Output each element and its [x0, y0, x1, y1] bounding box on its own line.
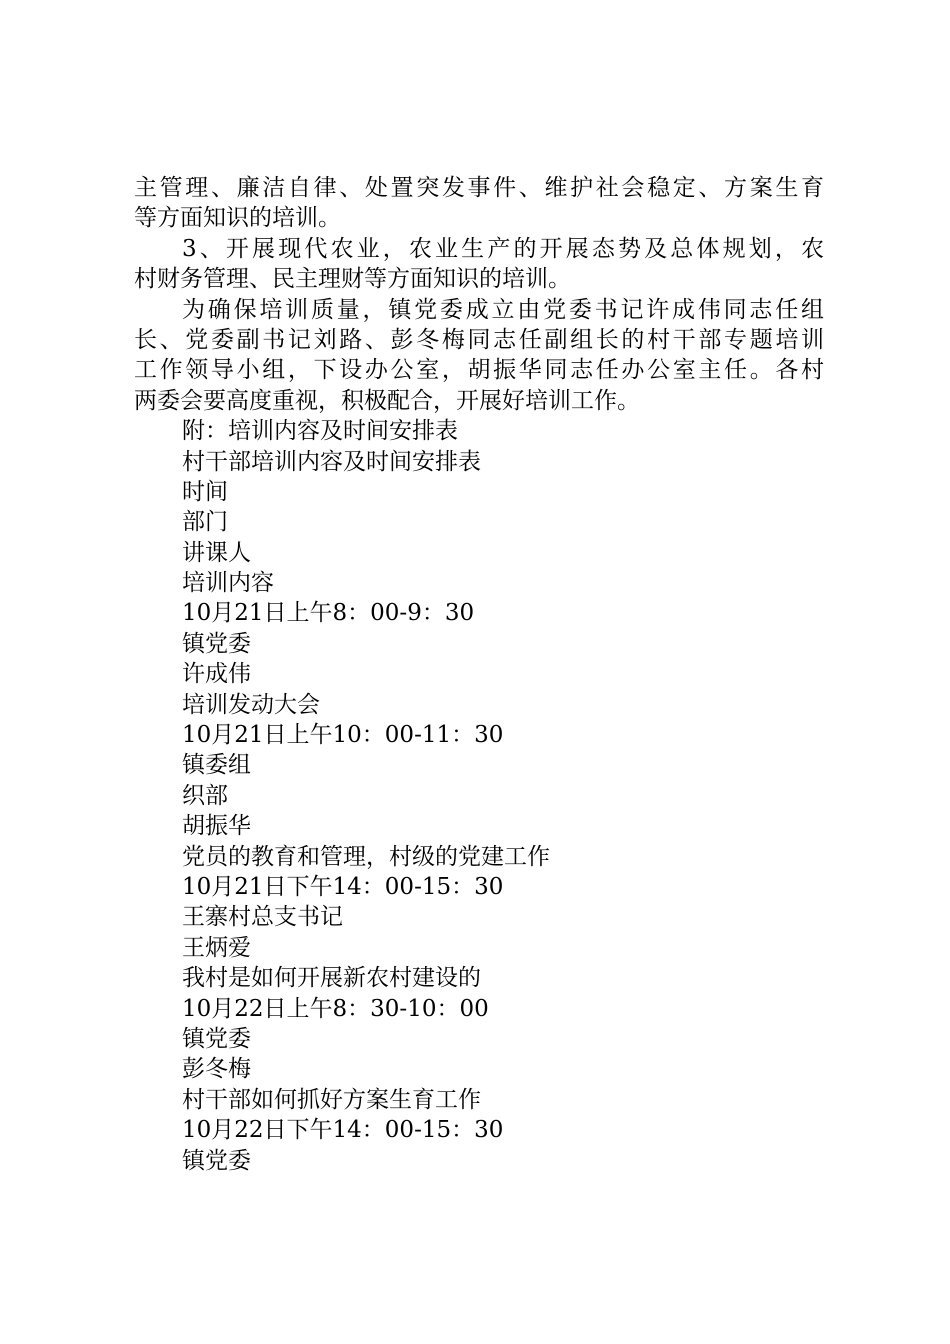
- table-cell: 10月21日下午14：00-15：30: [182, 873, 504, 900]
- table-cell: 织部: [182, 782, 228, 809]
- schedule-title: 村干部培训内容及时间安排表: [182, 448, 481, 475]
- table-cell: 彭冬梅: [182, 1056, 251, 1083]
- table-cell: 我村是如何开展新农村建设的: [182, 965, 481, 992]
- table-cell: 党员的教育和管理，村级的党建工作: [182, 843, 550, 870]
- table-cell: 许成伟: [182, 661, 251, 688]
- table-header-cell: 时间: [182, 478, 228, 505]
- paragraph: [134, 295, 824, 417]
- paragraph: [134, 234, 824, 295]
- table-row: [134, 598, 824, 720]
- table-row: [134, 1115, 824, 1176]
- table-header-cell: 培训内容: [182, 570, 274, 597]
- table-cell: 10月22日上午8：30-10：00: [182, 995, 489, 1022]
- paragraph-line: 等方面知识的培训。: [134, 205, 341, 232]
- table-cell: 王寨村总支书记: [182, 904, 343, 931]
- paragraph: [134, 173, 824, 234]
- paragraph-line: 村财务管理、民主理财等方面知识的培训。: [134, 266, 571, 293]
- document-body: [134, 173, 824, 1176]
- table-cell: 镇党委: [182, 1025, 251, 1052]
- table-cell: 王炳爱: [182, 934, 251, 961]
- table-cell: 村干部如何抓好方案生育工作: [182, 1086, 481, 1113]
- paragraph-line: 3、开展现代农业，农业生产的开展态势及总体规划，农: [182, 235, 824, 262]
- table-header-cell: 讲课人: [182, 539, 251, 566]
- table-cell: 镇委组: [182, 752, 251, 779]
- paragraph-line: 为确保培训质量，镇党委成立由党委书记许成伟同志任组: [182, 296, 824, 323]
- schedule-table: [134, 447, 824, 1176]
- table-cell: 培训发动大会: [182, 691, 320, 718]
- paragraph-line: 两委会要高度重视，积极配合，开展好培训工作。: [134, 387, 640, 414]
- table-row: [134, 994, 824, 1116]
- table-cell: 镇党委: [182, 630, 251, 657]
- table-cell: 10月22日下午14：00-15：30: [182, 1117, 504, 1144]
- paragraph-line: 长、党委副书记刘路、彭冬梅同志任副组长的村干部专题培训: [134, 326, 824, 353]
- attachment-label: 附：培训内容及时间安排表: [182, 418, 458, 445]
- table-cell: 10月21日上午10：00-11：30: [182, 722, 504, 749]
- table-cell: 胡振华: [182, 813, 251, 840]
- table-cell: 10月21日上午8：00-9：30: [182, 600, 475, 627]
- table-header-cell: 部门: [182, 509, 228, 536]
- paragraph-line: 工作领导小组，下设办公室，胡振华同志任办公室主任。各村: [134, 357, 824, 384]
- table-cell: 镇党委: [182, 1147, 251, 1174]
- table-row: [134, 720, 824, 872]
- table-row: [134, 872, 824, 994]
- paragraph-line: 主管理、廉洁自律、处置突发事件、维护社会稳定、方案生育: [134, 175, 824, 201]
